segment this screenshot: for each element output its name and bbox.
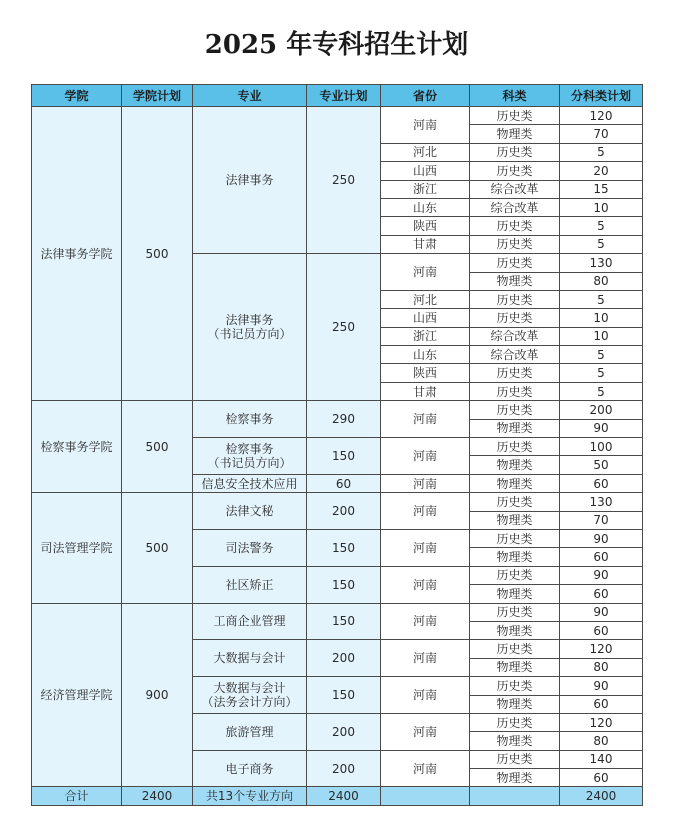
type-plan: 120: [560, 713, 643, 731]
major-plan: 200: [307, 493, 381, 530]
subject-type: 物理类: [470, 511, 560, 529]
major-plan: 150: [307, 529, 381, 566]
province: 河南: [381, 474, 470, 492]
subject-type: 历史类: [470, 529, 560, 547]
major-plan: 60: [307, 474, 381, 492]
header-subject-type: 科类: [470, 85, 560, 107]
type-plan: 100: [560, 438, 643, 456]
type-plan: 10: [560, 309, 643, 327]
province: 河南: [381, 107, 470, 144]
type-plan: 5: [560, 382, 643, 400]
subject-type: 物理类: [470, 419, 560, 437]
total-major-plan: 2400: [307, 787, 381, 805]
total-province: [381, 787, 470, 805]
subject-type: 综合改革: [470, 346, 560, 364]
major-name: 工商企业管理: [193, 603, 307, 640]
province: 陕西: [381, 217, 470, 235]
college-name: 法律事务学院: [32, 107, 122, 401]
type-plan: 5: [560, 217, 643, 235]
college-name: 司法管理学院: [32, 493, 122, 603]
header-college: 学院: [32, 85, 122, 107]
subject-type: 综合改革: [470, 180, 560, 198]
subject-type: 历史类: [470, 107, 560, 125]
province: 河南: [381, 254, 470, 291]
major-name: 社区矫正: [193, 566, 307, 603]
major-plan: 200: [307, 640, 381, 677]
subject-type: 历史类: [470, 493, 560, 511]
type-plan: 5: [560, 235, 643, 253]
total-type: [470, 787, 560, 805]
subject-type: 物理类: [470, 548, 560, 566]
province: 陕西: [381, 364, 470, 382]
subject-type: 物理类: [470, 474, 560, 492]
province: 河北: [381, 143, 470, 161]
subject-type: 历史类: [470, 438, 560, 456]
province: 山东: [381, 198, 470, 216]
subject-type: 物理类: [470, 272, 560, 290]
type-plan: 90: [560, 529, 643, 547]
total-label: 合计: [32, 787, 122, 805]
province: 浙江: [381, 327, 470, 345]
province: 河南: [381, 493, 470, 530]
type-plan: 60: [560, 585, 643, 603]
type-plan: 60: [560, 769, 643, 787]
province: 河南: [381, 750, 470, 787]
subject-type: 历史类: [470, 162, 560, 180]
type-plan: 20: [560, 162, 643, 180]
province: 甘肃: [381, 235, 470, 253]
type-plan: 10: [560, 198, 643, 216]
subject-type: 历史类: [470, 364, 560, 382]
province: 河南: [381, 529, 470, 566]
province: 河南: [381, 566, 470, 603]
type-plan: 130: [560, 493, 643, 511]
major-plan: 200: [307, 750, 381, 787]
major-name: 法律事务: [193, 107, 307, 254]
province: 甘肃: [381, 382, 470, 400]
header-major-plan: 专业计划: [307, 85, 381, 107]
major-name: 法律事务 （书记员方向）: [193, 254, 307, 401]
table-row: [32, 493, 643, 511]
page-title: 2025 年专科招生计划: [204, 30, 469, 60]
type-plan: 80: [560, 732, 643, 750]
header-major: 专业: [193, 85, 307, 107]
type-plan: 10: [560, 327, 643, 345]
total-college-plan: 2400: [122, 787, 193, 805]
subject-type: 历史类: [470, 640, 560, 658]
enrollment-plan-table: [31, 84, 643, 806]
type-plan: 90: [560, 566, 643, 584]
province: 山西: [381, 162, 470, 180]
subject-type: 综合改革: [470, 198, 560, 216]
total-row: [32, 787, 643, 805]
subject-type: 历史类: [470, 713, 560, 731]
type-plan: 90: [560, 603, 643, 621]
table-row: [32, 401, 643, 419]
province: 河南: [381, 677, 470, 714]
subject-type: 物理类: [470, 621, 560, 639]
province: 山西: [381, 309, 470, 327]
major-name: 检察事务 （书记员方向）: [193, 438, 307, 475]
type-plan: 80: [560, 272, 643, 290]
subject-type: 历史类: [470, 143, 560, 161]
type-plan: 50: [560, 456, 643, 474]
header-row: [32, 85, 643, 107]
major-name: 法律文秘: [193, 493, 307, 530]
total-majors: 共13个专业方向: [193, 787, 307, 805]
header-province: 省份: [381, 85, 470, 107]
type-plan: 60: [560, 695, 643, 713]
major-plan: 150: [307, 677, 381, 714]
province: 山东: [381, 346, 470, 364]
major-name: 旅游管理: [193, 713, 307, 750]
province: 河南: [381, 640, 470, 677]
subject-type: 物理类: [470, 456, 560, 474]
subject-type: 历史类: [470, 566, 560, 584]
college-plan: 500: [122, 493, 193, 603]
type-plan: 60: [560, 474, 643, 492]
major-name: 信息安全技术应用: [193, 474, 307, 492]
header-college-plan: 学院计划: [122, 85, 193, 107]
province: 河北: [381, 290, 470, 308]
major-plan: 150: [307, 566, 381, 603]
table-body: [32, 107, 643, 787]
type-plan: 60: [560, 621, 643, 639]
province: 河南: [381, 438, 470, 475]
major-plan: 200: [307, 713, 381, 750]
type-plan: 120: [560, 107, 643, 125]
college-plan: 500: [122, 107, 193, 401]
subject-type: 历史类: [470, 290, 560, 308]
province: 河南: [381, 713, 470, 750]
type-plan: 200: [560, 401, 643, 419]
province: 河南: [381, 603, 470, 640]
header-type-plan: 分科类计划: [560, 85, 643, 107]
major-name: 电子商务: [193, 750, 307, 787]
total-count: 2400: [560, 787, 643, 805]
type-plan: 5: [560, 346, 643, 364]
subject-type: 物理类: [470, 695, 560, 713]
type-plan: 90: [560, 419, 643, 437]
type-plan: 90: [560, 677, 643, 695]
subject-type: 物理类: [470, 658, 560, 676]
type-plan: 70: [560, 511, 643, 529]
major-plan: 250: [307, 107, 381, 254]
subject-type: 物理类: [470, 769, 560, 787]
type-plan: 5: [560, 364, 643, 382]
major-plan: 250: [307, 254, 381, 401]
college-name: 检察事务学院: [32, 401, 122, 493]
table-row: [32, 603, 643, 621]
type-plan: 60: [560, 548, 643, 566]
subject-type: 历史类: [470, 677, 560, 695]
subject-type: 物理类: [470, 125, 560, 143]
subject-type: 历史类: [470, 254, 560, 272]
subject-type: 历史类: [470, 401, 560, 419]
subject-type: 历史类: [470, 382, 560, 400]
major-plan: 150: [307, 603, 381, 640]
type-plan: 120: [560, 640, 643, 658]
major-plan: 290: [307, 401, 381, 438]
type-plan: 5: [560, 290, 643, 308]
subject-type: 历史类: [470, 217, 560, 235]
major-plan: 150: [307, 438, 381, 475]
subject-type: 物理类: [470, 585, 560, 603]
type-plan: 80: [560, 658, 643, 676]
type-plan: 15: [560, 180, 643, 198]
major-name: 大数据与会计: [193, 640, 307, 677]
college-plan: 500: [122, 401, 193, 493]
college-plan: 900: [122, 603, 193, 787]
subject-type: 历史类: [470, 750, 560, 768]
college-name: 经济管理学院: [32, 603, 122, 787]
subject-type: 综合改革: [470, 327, 560, 345]
type-plan: 140: [560, 750, 643, 768]
major-name: 大数据与会计 （法务会计方向）: [193, 677, 307, 714]
type-plan: 5: [560, 143, 643, 161]
type-plan: 70: [560, 125, 643, 143]
subject-type: 历史类: [470, 309, 560, 327]
subject-type: 历史类: [470, 235, 560, 253]
subject-type: 物理类: [470, 732, 560, 750]
table-row: [32, 107, 643, 125]
subject-type: 历史类: [470, 603, 560, 621]
province: 浙江: [381, 180, 470, 198]
type-plan: 130: [560, 254, 643, 272]
major-name: 检察事务: [193, 401, 307, 438]
province: 河南: [381, 401, 470, 438]
major-name: 司法警务: [193, 529, 307, 566]
